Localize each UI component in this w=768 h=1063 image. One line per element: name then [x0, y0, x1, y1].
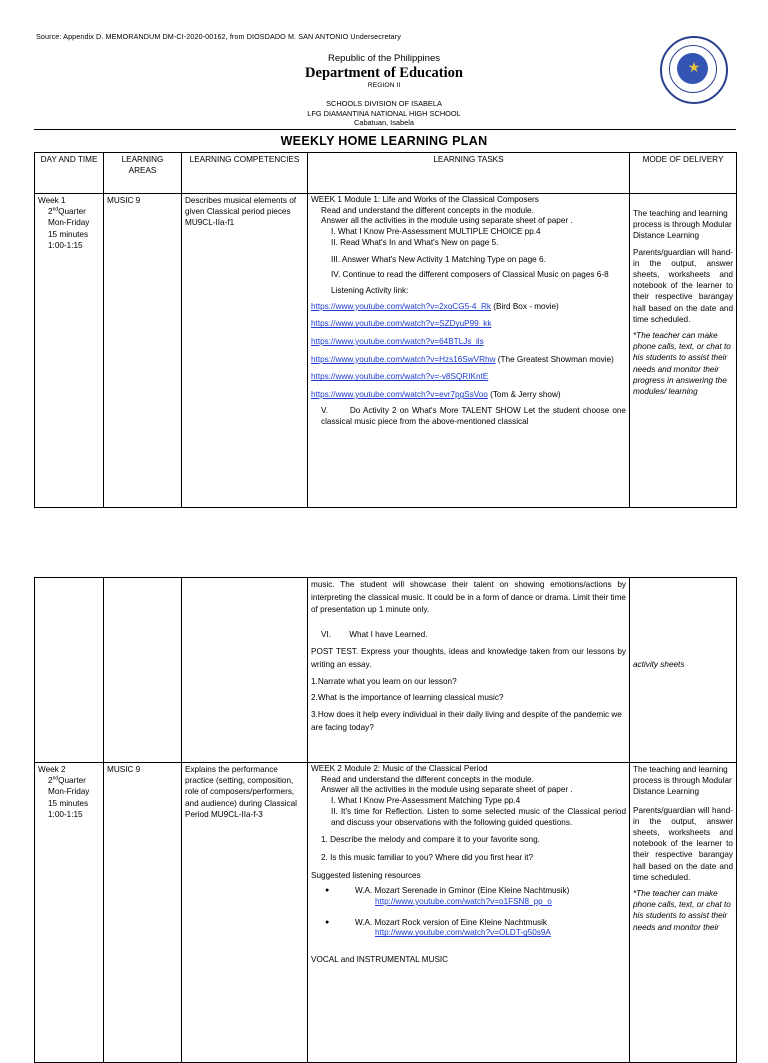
col-learning-tasks: LEARNING TASKS [308, 153, 630, 194]
col-day-time: DAY AND TIME [35, 153, 104, 194]
col-learning-competencies: LEARNING COMPETENCIES [182, 153, 308, 194]
table-row-week1 [35, 194, 737, 508]
address-line: Cabatuan, Isabela [354, 118, 414, 127]
week1-day-cell: Week 1 2ndQuarter Mon-Friday 15 minutes 1:00-1:15 [35, 194, 104, 508]
listening-link-1[interactable]: http://www.youtube.com/watch?v=o1FSN8_pp_o [375, 897, 552, 907]
youtube-link-5[interactable]: https://www.youtube.com/watch?v=-v8SQRIKntE [311, 372, 489, 382]
table-row-continuation [35, 578, 737, 763]
youtube-link-1[interactable]: https://www.youtube.com/watch?v=2xoCG5-4_Rk [311, 301, 491, 311]
week2-day-cell: Week 2 2ndQuarter Mon-Friday 15 minutes 1:00-1:15 [35, 763, 104, 1063]
week1-mode-cell: The teaching and learning process is through Modular Distance Learning Parents/guardian will hand-in the output, answer sheets, worksheets and notebook of the learner to their respective barangay hall based on the date and time scheduled. *The teacher can make phone calls, text, or chat to his students to assist their needs and monitor their progress in answering the modules/ learning [630, 194, 737, 508]
week1-tasks-cell: WEEK 1 Module 1: Life and Works of the Classical Composers Read and understand the different concepts in the module. Answer all the activities in the module using separate sheet of paper . I. What I Know Pre-Assessment MULTIPLE CHOICE pp.4 II. Read What's In and What's New on page 5. III. Answer What's New Activity 1 Matching Type on page 6. IV. Continue to read the different composers of Classical Music on pages 6-8 Listening Activity link: https://www.youtube.com/watch?v=2xoCG5-4_Rk (Bird Box - movie) https://www.youtube.com/watch?v=SZDyuP99_kk https://www.youtube.com/watch?v=64BTLJs_ils https://www.youtube.com/watch?v=Hzs16SwVRhw (The Greatest Showman movie) https://www.youtube.com/watch?v=-v8SQRIKntE https://www.youtube.com/watch?v=evr7pgSsVoo (Tom & Jerry show) V. Do Activity 2 on What's More TALENT SHOW Let the student choose one classical music piece from the above-mentioned classical [308, 194, 630, 508]
region-line: REGION II [367, 82, 401, 89]
division-line: SCHOOLS DIVISION OF ISABELA [326, 99, 442, 108]
col-learning-areas: LEARNING AREAS [104, 153, 182, 194]
plan-table-page2 [34, 577, 737, 1063]
header-rule [34, 129, 736, 130]
table-row-week2 [35, 763, 737, 1063]
week1-competency-cell: Describes musical elements of given Classical period pieces MU9CL-IIa-f1 [182, 194, 308, 508]
week2-area-cell: MUSIC 9 [104, 763, 182, 1063]
youtube-link-2[interactable]: https://www.youtube.com/watch?v=SZDyuP99_kk [311, 319, 492, 329]
youtube-link-6[interactable]: https://www.youtube.com/watch?v=evr7pgSsVoo [311, 390, 488, 400]
continuation-mode-cell: activity sheets [630, 578, 737, 763]
youtube-link-3[interactable]: https://www.youtube.com/watch?v=64BTLJs_ils [311, 337, 484, 347]
youtube-link-4[interactable]: https://www.youtube.com/watch?v=Hzs16SwVRhw [311, 354, 496, 364]
plan-title: WEEKLY HOME LEARNING PLAN [280, 134, 488, 148]
week2-mode-cell: The teaching and learning process is through Modular Distance Learning Parents/guardian will hand-in the output, answer sheets, worksheets and notebook of the learner to their respective barangay hall based on the date and time scheduled. *The teacher can make phone calls, text, or chat to his students to assist their needs and monitor their [630, 763, 737, 1063]
continuation-tasks-cell: music. The student will showcase their talent on showing emotions/actions by interpreting the classical music. It could be in a form of dance or drama. Limit their time of presentation up 1 minute only. VI. What I have Learned. POST TEST. Express your thoughts, ideas and knowledge taken from our lessons by writing an essay. 1.Narrate what you learn on our lesson? 2.What is the importance of learning classical music? 3.How does it help every individual in their daily living and despite of the pandemic we are facing today? [308, 578, 630, 763]
plan-table-page1 [34, 152, 737, 508]
deped-seal-icon: ★ [660, 36, 728, 104]
source-line: Source: Appendix D. MEMORANDUM DM-CI-2020-00162, from DIOSDADO M. SAN ANTONIO Undersecretary [36, 32, 401, 41]
week2-competency-cell: Explains the performance practice (setting, composition, role of composers/performers, and audience) during Classical Period MU9CL-IIa-f-3 [182, 763, 308, 1063]
republic-line: Republic of the Philippines [328, 53, 440, 64]
listening-link-2[interactable]: http://www.youtube.com/watch?v=OLDT-g50s9A [375, 928, 551, 938]
school-line: LFG DIAMANTINA NATIONAL HIGH SCHOOL [307, 109, 461, 118]
week1-area-cell: MUSIC 9 [104, 194, 182, 508]
listening-resource-1: ● W.A. Mozart Serenade in Gminor (Eine Kleine Nachtmusik) http://www.youtube.com/watch?v=o1FSN8_pp_o [311, 886, 626, 907]
col-mode-of-delivery: MODE OF DELIVERY [630, 153, 737, 194]
department-name: Department of Education [305, 65, 463, 81]
week2-tasks-cell: WEEK 2 Module 2: Music of the Classical Period Read and understand the different concepts in the module. Answer all the activities in the module using separate sheet of paper . I. What I Know Pre-Assessment Matching Type pp.4 II. It's time for Reflection. Listen to some selected music of the Classical period and discuss your observations with the following guided questions. 1. Describe the melody and compare it to your favorite song. 2. Is this music familiar to you? Where did you first hear it? Suggested listening resources ● W.A. Mozart Serenade in Gminor (Eine Kleine Nachtmusik) http://www.youtube.com/watch?v=o1FSN8_pp_o ● W.A. Mozart Rock version of Eine Kleine Nachtmusik http://www.youtube.com/watch?v=OLDT-g50s9A VOCAL and INSTRUMENTAL MUSIC [308, 763, 630, 1063]
listening-resource-2: ● W.A. Mozart Rock version of Eine Kleine Nachtmusik http://www.youtube.com/watch?v=OLDT-g50s9A [311, 918, 626, 939]
